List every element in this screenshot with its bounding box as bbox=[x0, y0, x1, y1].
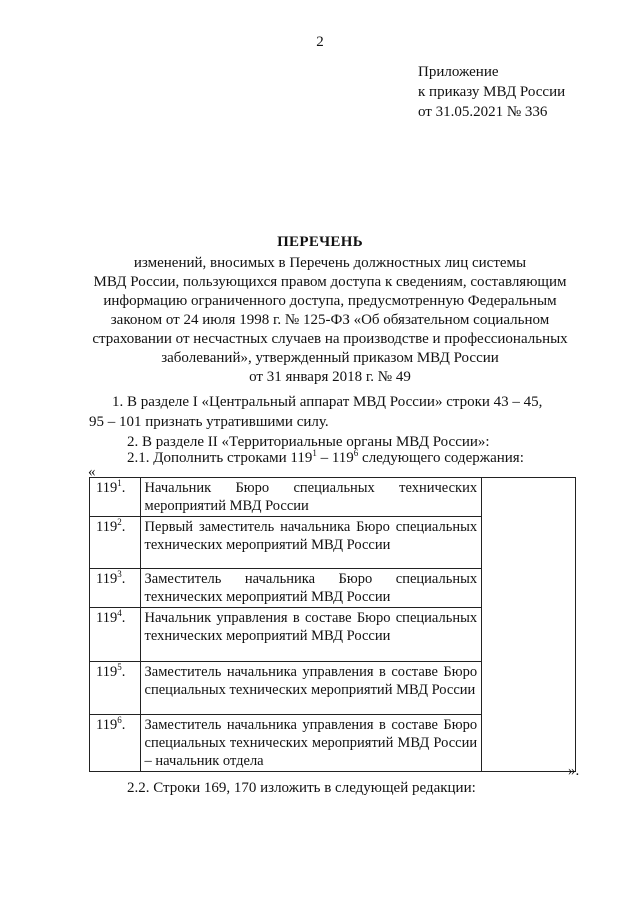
empty-column bbox=[482, 478, 576, 772]
row-number: $119^2$. bbox=[90, 517, 141, 569]
position-description: Заместитель начальника Бюро специальных технических мероприятий МВД России bbox=[140, 569, 482, 608]
paragraph-1-line-2: 95 – 101 признать утратившими силу. bbox=[89, 414, 329, 430]
document-title: ПЕРЕЧЕНЬ bbox=[277, 234, 363, 250]
table-row bbox=[90, 478, 576, 517]
subtitle-line: изменений, вносимых в Перечень должностных лиц системы bbox=[133, 255, 527, 271]
subtitle-line: информацию ограниченного доступа, предусмотренную Федеральным bbox=[103, 293, 557, 309]
paragraph-2-1-pre: 2.1. Дополнить строками 119 bbox=[127, 450, 313, 466]
position-description: Заместитель начальника управления в составе Бюро специальных технических мероприятий МВД России – начальник отдела bbox=[140, 715, 482, 772]
subtitle-line: МВД России, пользующихся правом доступа к сведениям, составляющим bbox=[93, 274, 567, 290]
row-number: $119^3$. bbox=[90, 569, 141, 608]
paragraph-2-1-sup-1: 1 bbox=[312, 448, 317, 458]
position-description: Первый заместитель начальника Бюро специальных технических мероприятий МВД России bbox=[140, 517, 482, 569]
appendix-header bbox=[418, 62, 565, 122]
subtitle-line: законом от 24 июля 1998 г. № 125-ФЗ «Об обязательном социальном bbox=[110, 312, 550, 328]
changes-table bbox=[89, 477, 576, 772]
paragraph-2-1-mid: – 119 bbox=[316, 450, 354, 466]
subtitle-line: страховании от несчастных случаев на производстве и профессиональных bbox=[92, 331, 568, 347]
row-number: $119^1$. bbox=[90, 478, 141, 517]
subtitle-line: заболеваний», утвержденный приказом МВД России bbox=[161, 350, 499, 366]
paragraph-2-1-sup-2: 6 bbox=[353, 448, 359, 458]
paragraph-2-2: 2.2. Строки 169, 170 изложить в следующей редакции: bbox=[127, 780, 476, 796]
subtitle-line: от 31 января 2018 г. № 49 bbox=[249, 369, 411, 385]
page-number: 2 bbox=[316, 34, 324, 50]
paragraph-1-line-1: 1. В разделе I «Центральный аппарат МВД России» строки 43 – 45, bbox=[112, 394, 543, 410]
row-number: $119^6$. bbox=[90, 715, 141, 772]
appendix-order-date-number: от 31.05.2021 № 336 bbox=[418, 104, 548, 120]
row-number: $119^5$. bbox=[90, 662, 141, 715]
open-quote: « bbox=[88, 464, 96, 480]
position-description: Заместитель начальника управления в составе Бюро специальных технических мероприятий МВД России bbox=[140, 662, 482, 715]
position-description: Начальник Бюро специальных технических мероприятий МВД России bbox=[140, 478, 482, 517]
paragraph-2: 2. В разделе II «Территориальные органы МВД России»: bbox=[127, 434, 490, 450]
appendix-order-ref: к приказу МВД России bbox=[418, 84, 566, 100]
appendix-label: Приложение bbox=[418, 64, 499, 80]
close-quote: ». bbox=[568, 763, 580, 779]
paragraph-2-1 bbox=[127, 445, 524, 471]
document-subtitle bbox=[70, 254, 590, 387]
paragraph-2-1-post: следующего содержания: bbox=[358, 450, 524, 466]
row-number: $119^4$. bbox=[90, 608, 141, 662]
position-description: Начальник управления в составе Бюро специальных технических мероприятий МВД России bbox=[140, 608, 482, 662]
